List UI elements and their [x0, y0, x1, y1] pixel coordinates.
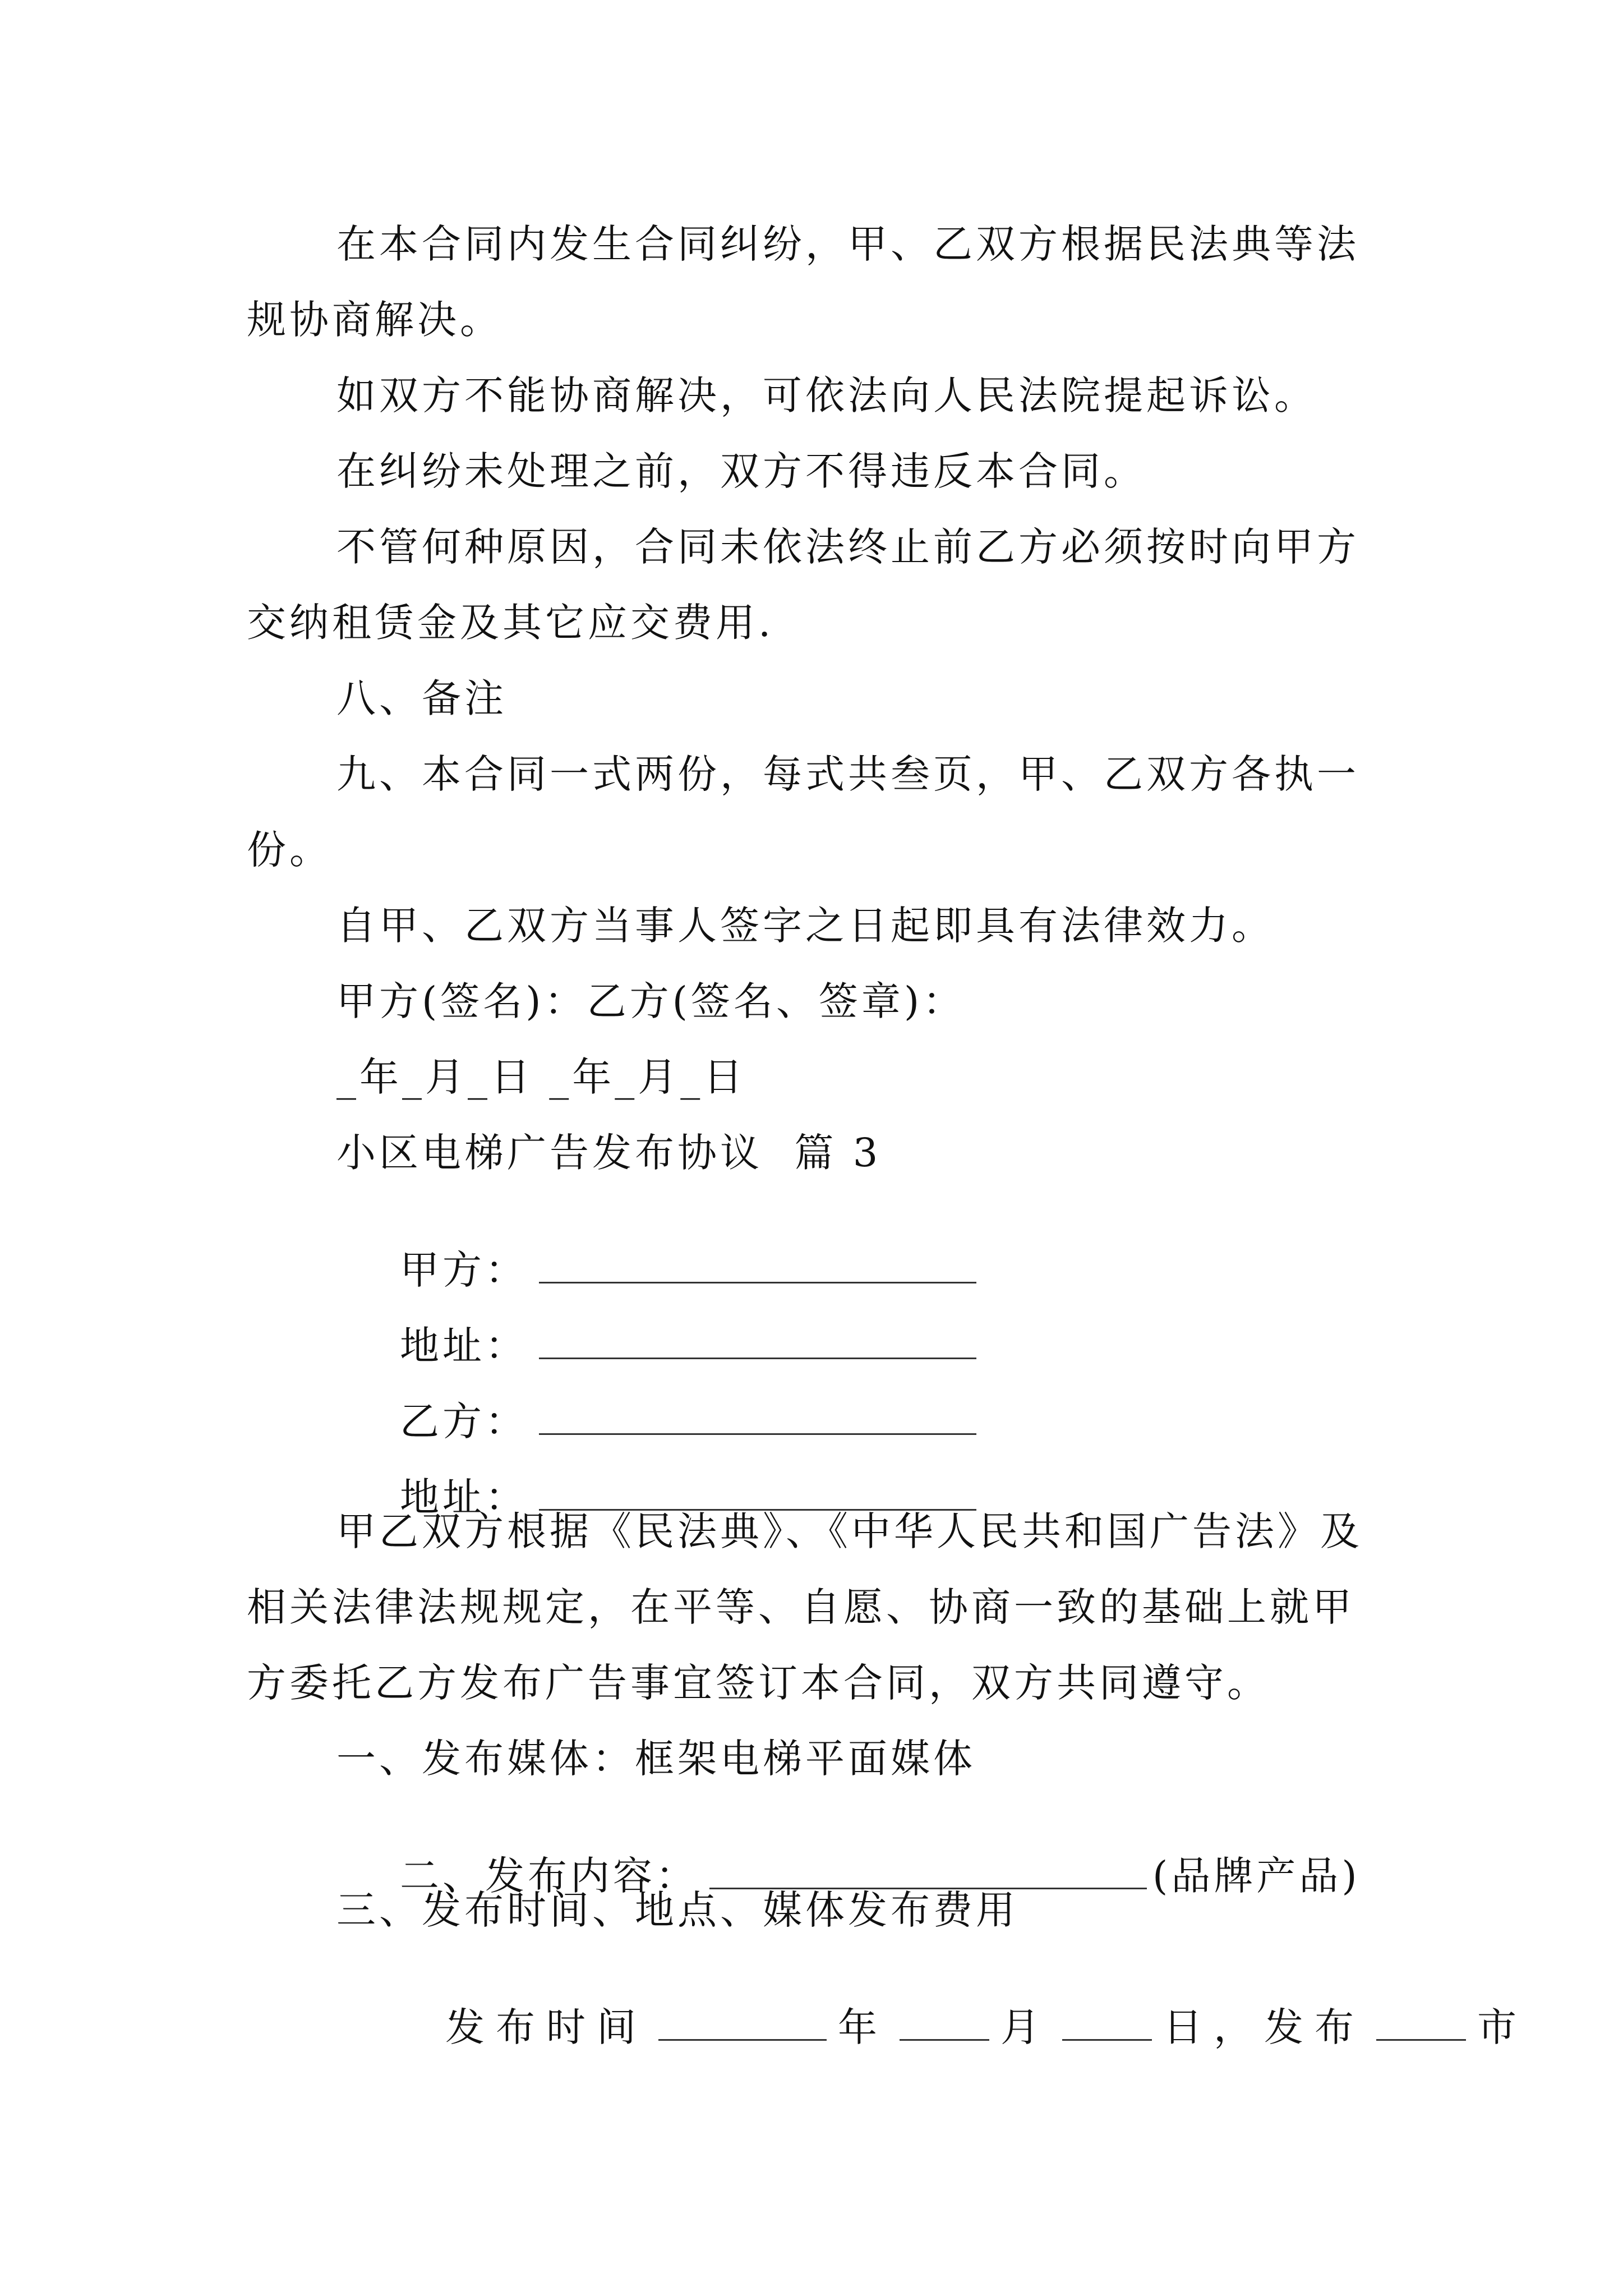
paragraph-copies-line1: 九、本合同一式两份，每式共叁页，甲、乙双方各执一	[336, 751, 1359, 797]
day-blank[interactable]	[1062, 2005, 1152, 2041]
agreement-title: 小区电梯广告发布协议 篇 3	[336, 1130, 882, 1176]
paragraph-payment-line2: 交纳租赁金及其它应交费用.	[247, 600, 774, 646]
intro-line1: 甲乙双方根据《民法典》、《中华人民共和国广告法》及	[336, 1508, 1363, 1554]
party-b-label: 乙方：	[400, 1398, 528, 1444]
paragraph-dispute-line1: 在本合同内发生合同纠纷，甲、乙双方根据民法典等法	[336, 221, 1359, 267]
party-a-blank[interactable]	[539, 1248, 976, 1283]
item-media: 一、发布媒体：框架电梯平面媒体	[336, 1736, 976, 1782]
paragraph-payment-line1: 不管何种原因，合同未依法终止前乙方必须按时向甲方	[336, 524, 1359, 570]
address-a-label: 地址：	[400, 1323, 528, 1369]
address-a-blank[interactable]	[539, 1324, 976, 1359]
city-blank[interactable]	[1376, 2005, 1466, 2041]
item-content	[336, 1815, 1361, 1899]
address-b-blank[interactable]	[539, 1475, 976, 1511]
paragraph-copies-line2: 份。	[247, 827, 332, 873]
city-label: 市	[1477, 2004, 1528, 2050]
party-b-blank[interactable]	[539, 1400, 976, 1435]
intro-line2: 相关法律法规规定，在平等、自愿、协商一致的基础上就甲	[247, 1584, 1355, 1630]
section-remarks: 八、备注	[336, 675, 507, 721]
party-a-field	[336, 1209, 976, 1293]
month-label: 月	[1000, 2004, 1052, 2050]
day-label: 日，	[1163, 2004, 1265, 2050]
intro-line3: 方委托乙方发布广告事宜签订本合同，双方共同遵守。	[247, 1660, 1270, 1706]
publish-time-label: 发布时间	[445, 2004, 648, 2050]
party-b-field	[336, 1360, 976, 1444]
month-blank[interactable]	[900, 2005, 989, 2041]
address-b-label: 地址：	[400, 1474, 528, 1520]
paragraph-no-violation: 在纠纷未处理之前，双方不得违反本合同。	[336, 448, 1146, 494]
signature-dates: _年_月_日 _年_月_日	[336, 1054, 746, 1100]
item-content-suffix: (品牌产品)	[1152, 1853, 1361, 1899]
address-a-field	[336, 1285, 976, 1369]
signature-labels: 甲方(签名)：乙方(签名、签章)：	[336, 978, 966, 1024]
year-label: 年	[838, 2004, 889, 2050]
year-blank[interactable]	[658, 2005, 827, 2041]
publish-time-line	[351, 1966, 1528, 2050]
publish-label: 发布	[1264, 2004, 1366, 2050]
content-blank[interactable]	[709, 1854, 1147, 1889]
paragraph-lawsuit: 如双方不能协商解决，可依法向人民法院提起诉讼。	[336, 372, 1317, 418]
paragraph-effective: 自甲、乙双方当事人签字之日起即具有法律效力。	[336, 903, 1274, 949]
address-b-field	[336, 1436, 976, 1520]
party-a-label: 甲方：	[400, 1247, 528, 1293]
item-time-place-fee: 三、发布时间、地点、媒体发布费用	[336, 1887, 1018, 1933]
paragraph-dispute-line2: 规协商解决。	[247, 297, 502, 343]
item-content-label: 二、发布内容：	[400, 1853, 699, 1899]
